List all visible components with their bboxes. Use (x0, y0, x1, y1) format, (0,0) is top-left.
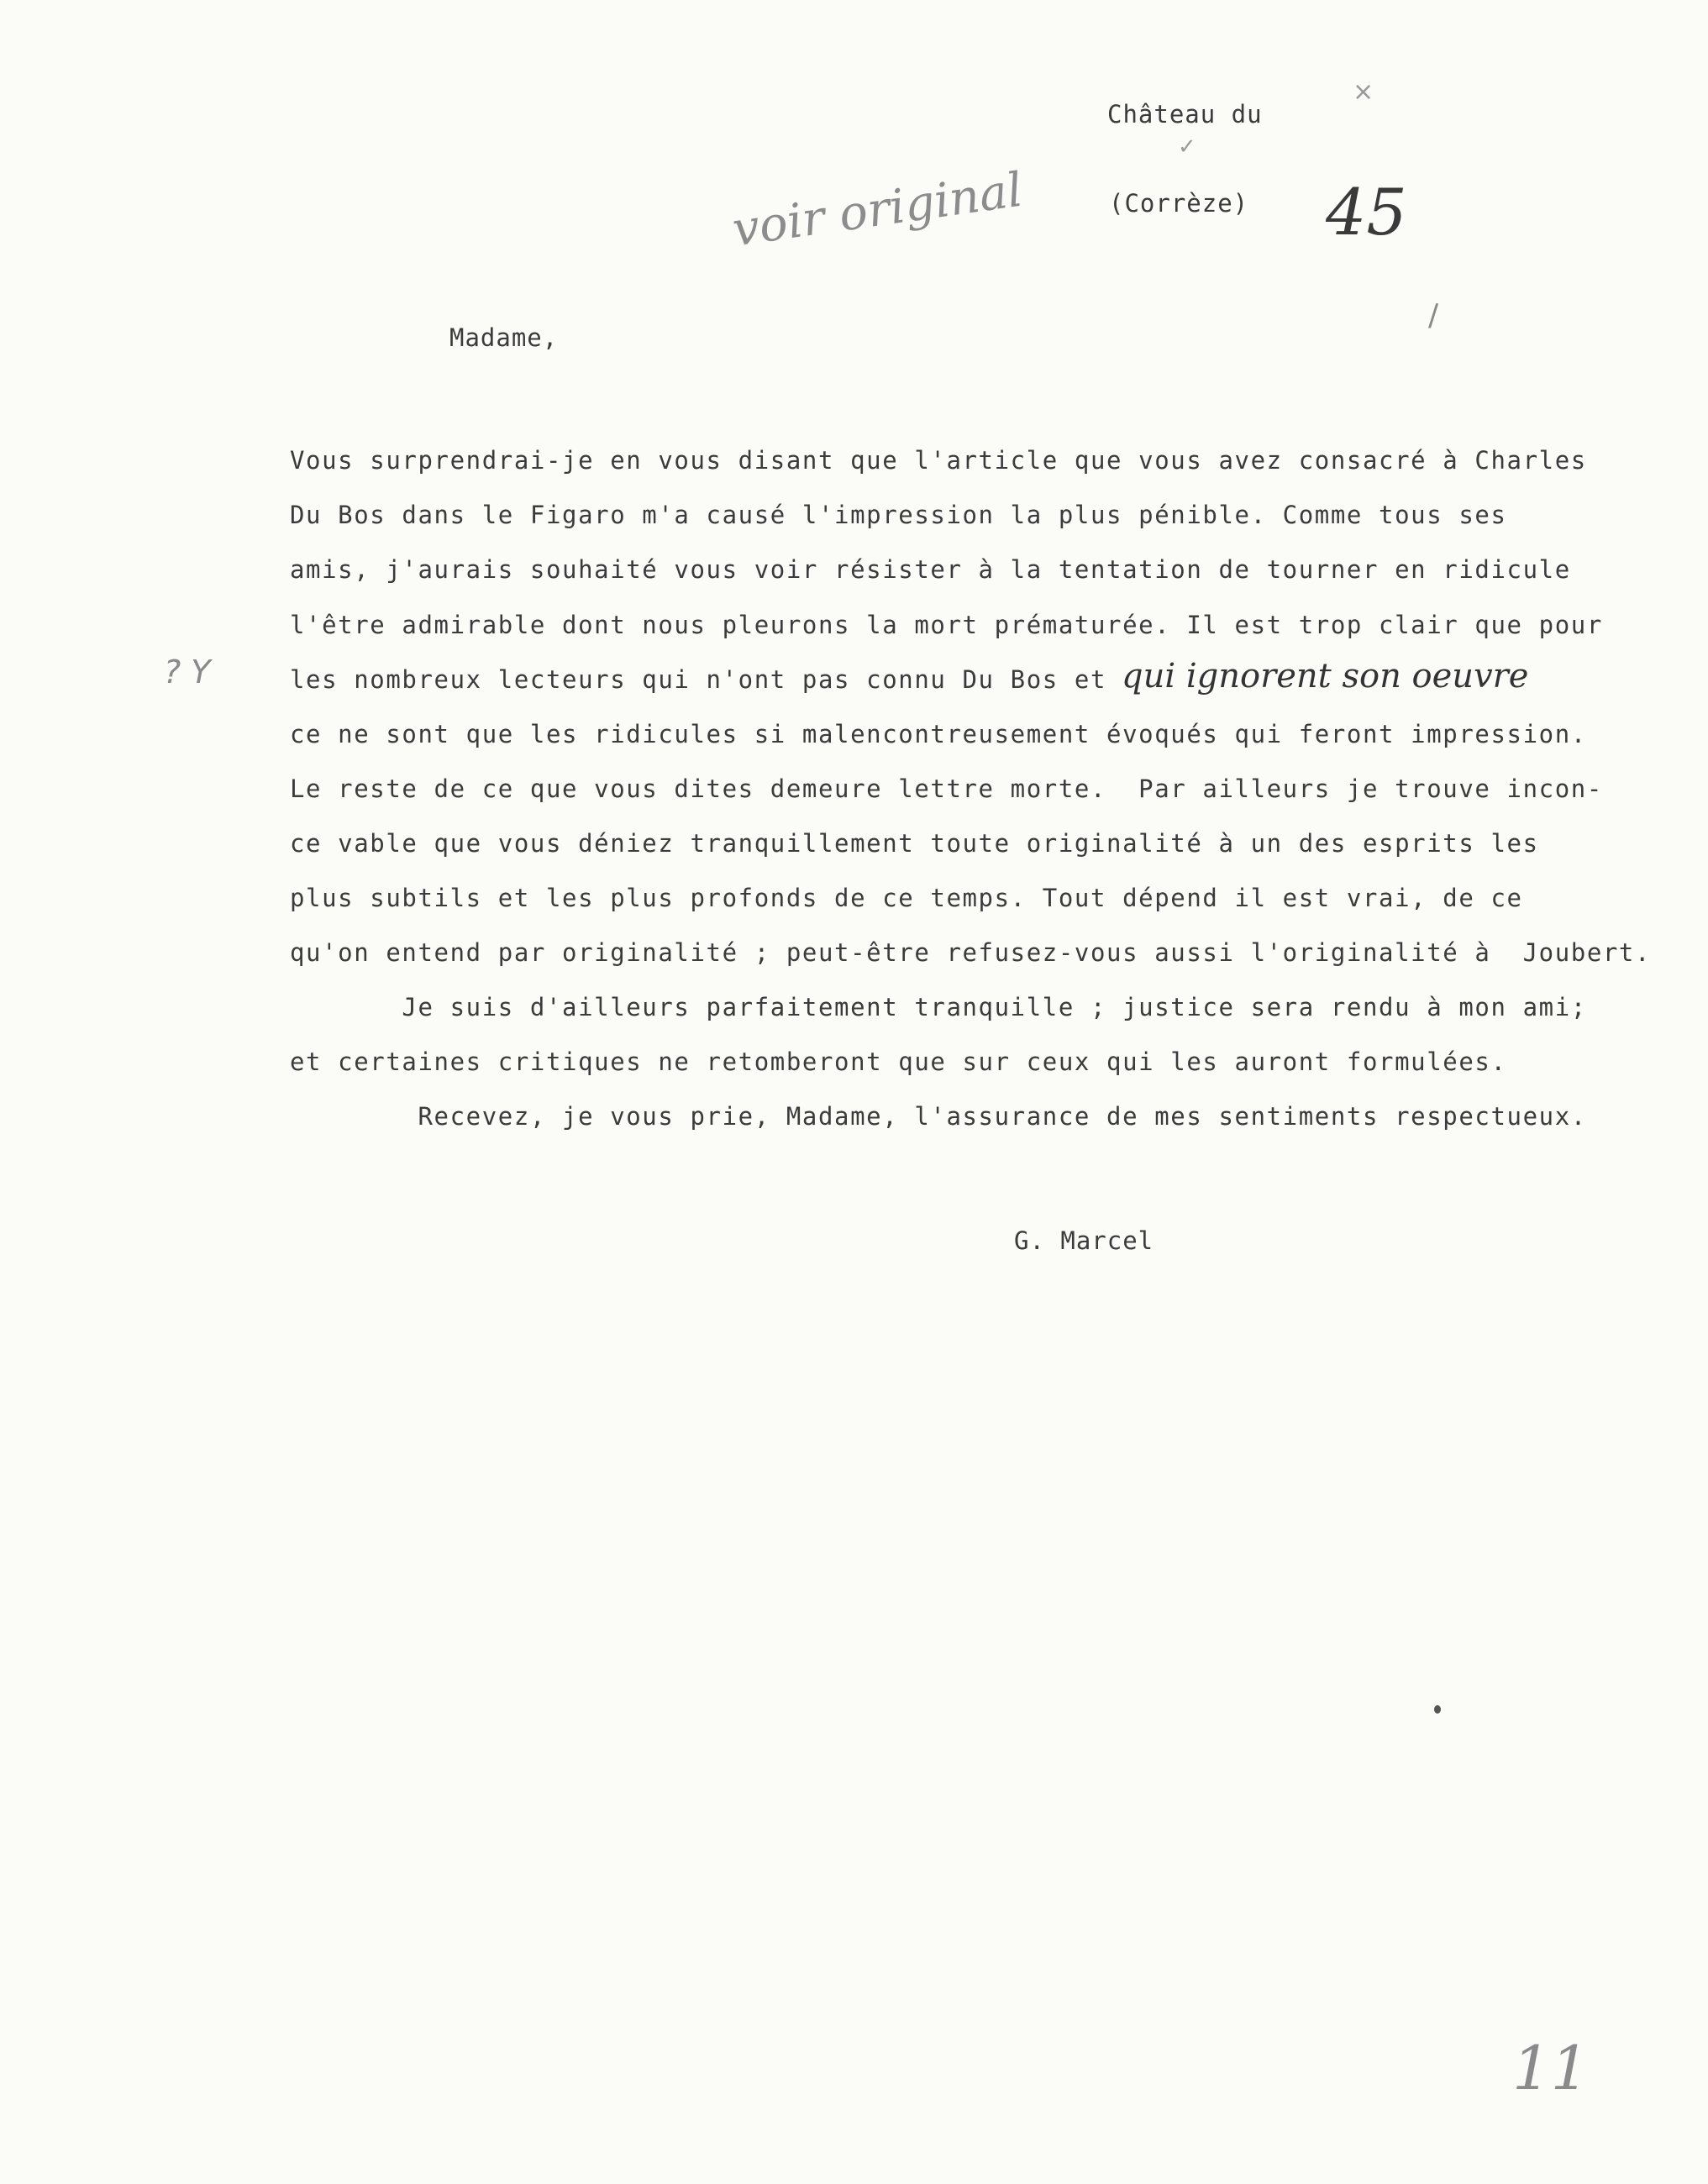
voir-original-note: voir original (729, 162, 1027, 258)
page-number-bottom: 11 (1512, 2033, 1590, 2103)
ink-dot (1434, 1705, 1441, 1714)
letter-line: plus subtils et les plus profonds de ce temps. Tout dépend il est vrai, de ce (290, 884, 1523, 912)
address-line-1: Château du (1107, 100, 1263, 129)
letter-line: et certaines critiques ne retomberont que sur ceux qui les auront formulées. (290, 1047, 1507, 1076)
handwritten-insert: qui ignorent son oeuvre (1122, 657, 1529, 696)
check-mark-icon: ✓ (1178, 134, 1196, 160)
letter-line: l'être admirable dont nous pleurons la mort prématurée. Il est trop clair que pour (290, 611, 1603, 639)
signature: G. Marcel (1014, 1226, 1154, 1255)
letter-line: ce vable que vous déniez tranquillement toute originalité à un des esprits les (290, 829, 1539, 858)
letter-line: qu'on entend par originalité ; peut-être refusez-vous aussi l'originalité à Joubert. (290, 938, 1652, 967)
letter-line: Recevez, je vous prie, Madame, l'assurance de mes sentiments respectueux. (290, 1102, 1587, 1131)
letter-line: ce ne sont que les ridicules si malencontreusement évoqués qui feront impression. (290, 720, 1587, 748)
salutation: Madame, (449, 323, 559, 352)
letter-line: Vous surprendrai-je en vous disant que l'article que vous avez consacré à Charles (290, 446, 1587, 475)
margin-mark: ? Y (164, 654, 211, 690)
letter-line: Le reste de ce que vous dites demeure lettre morte. Par ailleurs je trouve incon- (290, 774, 1603, 803)
letter-line: Du Bos dans le Figaro m'a causé l'impression la plus pénible. Comme tous ses (290, 501, 1507, 529)
letter-line: les nombreux lecteurs qui n'ont pas connu Du Bos et (290, 665, 1107, 694)
cross-mark-icon: × (1353, 77, 1374, 107)
page-number-top: 45 (1326, 175, 1407, 249)
letter-line: Je suis d'ailleurs parfaitement tranquille ; justice sera rendu à mon ami; (290, 993, 1587, 1021)
letter-line: amis, j'aurais souhaité vous voir résister à la tentation de tourner en ridicule (290, 555, 1571, 584)
address-line-2: (Corrèze) (1109, 189, 1249, 218)
slash-mark: / (1428, 298, 1439, 333)
